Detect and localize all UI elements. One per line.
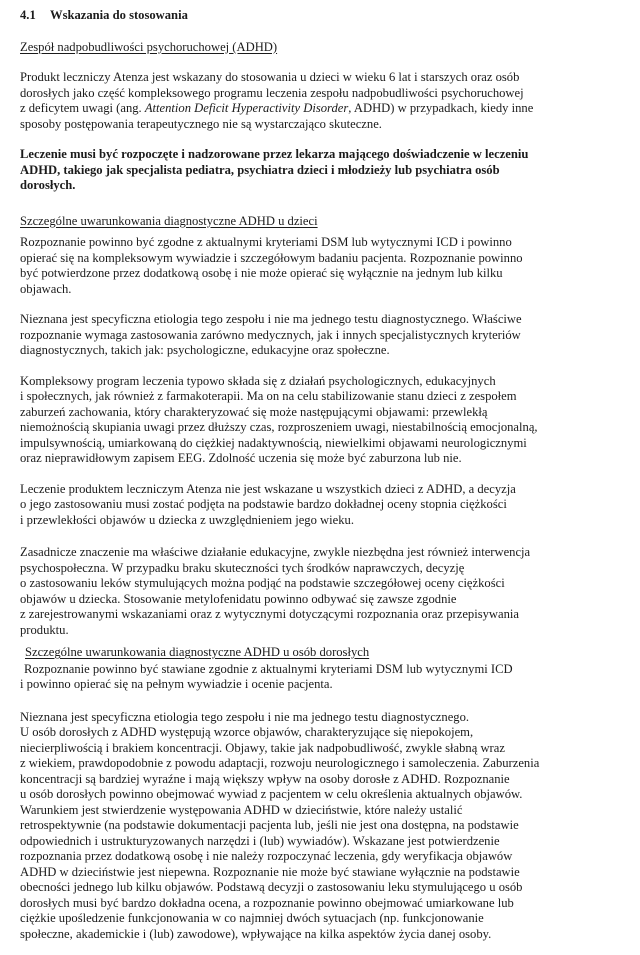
text-line (20, 163, 618, 179)
text-segment: dorosłych. (20, 178, 76, 192)
text-segment: Warunkiem jest stwierdzenie występowania ADHD w dzieciństwie, które należy ustalić (20, 802, 463, 817)
text-segment: ADHD w dzieciństwie jest niepewna. Rozpoznanie nie może być stawiane wyłącznie na podstawie (20, 864, 520, 879)
text-line (20, 451, 618, 467)
text-segment: z zarejestrowanymi wskazaniami oraz z wytycznymi dotyczącymi rozpoznania oraz przepisywania (20, 607, 519, 621)
text-line (20, 865, 618, 881)
text-line (20, 927, 618, 943)
text-line (20, 405, 618, 421)
text-line (20, 86, 618, 102)
text-line (20, 834, 618, 850)
text-segment: zaburzeń zachowania, który charakteryzować się może następującymi objawami: przewlekłą (20, 404, 488, 419)
text-segment: Produkt leczniczy Atenza jest wskazany do stosowania u dzieci w wieku 6 lat i starszych oraz osób (20, 70, 520, 84)
text-line (20, 266, 618, 282)
text-segment: rozpoznanie wymaga zastosowania zarówno medycznych, jak i innych specjalistycznych kryteriów (20, 327, 521, 342)
text-segment: U osób dorosłych z ADHD występują wzorce objawów, charakteryzujące się niepokojem, (20, 725, 474, 739)
italic-text-segment: Attention Deficit Hyperactivity Disorder (144, 101, 349, 115)
text-line (20, 756, 618, 772)
text-line (20, 561, 618, 577)
text-segment: niecierpliwością i brakiem koncentracji. Objawy, takie jak nadpobudliwość, zwykle słabną wraz (20, 740, 505, 755)
text-segment: Nieznana jest specyficzna etiologia tego zespołu i nie ma jednego testu diagnostycznego. Właściwe (20, 312, 522, 326)
text-line (20, 343, 618, 359)
text-line (20, 436, 618, 452)
text-segment: koncentracji są bardziej wyraźne i mają większy wpływ na osoby dorosłe z ADHD. Rozpoznanie (20, 771, 510, 786)
text-line (20, 178, 618, 194)
text-segment: diagnostycznych, takich jak: psychologiczne, edukacyjne oraz społeczne. (20, 343, 390, 357)
text-line (20, 787, 618, 803)
text-segment: rozpoznania przez dodatkową osobę i nie należy rozpoczynać leczenia, gdy weryfikacja objawów (20, 849, 513, 863)
text-segment: ciężkie upośledzenie funkcjonowania w co najmniej dwóch sytuacjach (np. funkcjonowanie (20, 911, 484, 925)
text-segment: opierać się na kompleksowym wywiadzie i szczegółowym badaniu pacjenta. Rozpoznanie powinno (20, 250, 523, 265)
text-line (20, 607, 618, 623)
text-line (20, 576, 618, 592)
text-line (20, 251, 618, 267)
text-segment: z deficytem uwagi (ang. (20, 101, 145, 115)
text-line (20, 645, 618, 661)
text-segment: i powinno opierać się na pełnym wywiadzie i ocenie pacjenta. (20, 677, 333, 691)
text-segment: Leczenie musi być rozpoczęte i nadzorowane przez lekarza mającego doświadczenie w leczeniu (20, 147, 529, 161)
text-line (20, 117, 618, 133)
text-segment: niemożnością skupiania uwagi przez dłuższy czas, rozproszeniem uwagi, niestabilnością emocjonalną, (20, 420, 538, 434)
subheading-adhd (20, 40, 618, 56)
text-line (20, 328, 618, 344)
text-segment: być potwierdzone przez dodatkową osobę i nie może opierać się wyłącznie na jednym lub kilku (20, 266, 503, 280)
section-number: 4.1 (20, 8, 36, 22)
text-segment: Szczególne uwarunkowania diagnostyczne ADHD u osób dorosłych (25, 645, 370, 659)
paragraph-not-all-children (20, 482, 618, 529)
text-line (20, 772, 618, 788)
paragraph-treatment-program (20, 374, 618, 467)
text-segment: z wiekiem, prawdopodobnie z powodu adaptacji, rozwoju neurologicznego i samoleczenia. Zaburzenia (20, 756, 540, 770)
subheading-diagnostics-children (20, 214, 618, 230)
text-line (20, 282, 618, 298)
text-line (20, 880, 618, 896)
text-segment: Rozpoznanie powinno być zgodne z aktualnymi kryteriami DSM lub wytycznymi ICD i powinno (20, 235, 512, 249)
text-segment: produktu. (20, 622, 69, 637)
text-line (20, 312, 618, 328)
document-body (20, 40, 618, 943)
text-segment: społeczne, akademickie i (lub) zawodowe), wpływające na kilka aspektów życia danej osoby. (20, 926, 492, 941)
text-segment: o zastosowaniu leków stymulujących można podjąć na podstawie szczegółowej oceny ciężkości (20, 576, 505, 590)
text-segment: Rozpoznanie powinno być stawiane zgodnie z aktualnymi kryteriami DSM lub wytycznymi ICD (24, 661, 513, 676)
text-line (20, 389, 618, 405)
text-line (20, 677, 618, 693)
text-line (20, 497, 618, 513)
paragraph-indication (20, 70, 618, 132)
paragraph-etiology-children (20, 312, 618, 359)
text-segment: i przewlekłości objawów u dziecka z uwzględnieniem jego wieku. (20, 512, 354, 527)
text-segment: , ADHD) w przypadkach, kiedy inne (348, 101, 534, 115)
text-line (20, 592, 618, 608)
subheading-diagnostics-adults (20, 645, 618, 661)
text-segment: ADHD, takiego jak specjalista pediatra, psychiatra dzieci i młodzieży lub psychiatra osób (20, 162, 500, 177)
text-segment: Zasadnicze znaczenie ma właściwe działanie edukacyjne, zwykle niezbędna jest również interwencja (20, 545, 531, 559)
text-line (20, 662, 618, 678)
text-line (20, 818, 618, 834)
text-line (20, 70, 618, 86)
section-heading (20, 8, 618, 24)
text-line (20, 235, 618, 251)
text-line (20, 214, 618, 230)
text-line (20, 420, 618, 436)
paragraph-diagnosis-adults (20, 662, 618, 693)
text-segment: Kompleksowy program leczenia typowo składa się z działań psychologicznych, edukacyjnych (20, 373, 496, 388)
text-line (20, 513, 618, 529)
text-segment: dorosłych jako część kompleksowego programu leczenia zespołu nadpobudliwości psychoruchowej (20, 85, 524, 100)
text-line (20, 803, 618, 819)
text-segment: sposoby postępowania terapeutycznego nie są wystarczająco skuteczne. (20, 116, 382, 131)
text-segment: psychospołeczna. W przypadku braku skuteczności tych środków naprawczych, decyzję (20, 560, 465, 575)
text-line (20, 710, 618, 726)
paragraph-educational-measures (20, 545, 618, 638)
text-segment: o jego zastosowaniu musi zostać podjęta na podstawie bardzo dokładnej oceny stopnia ciężkości (20, 497, 507, 511)
text-segment: Zespół nadpobudliwości psychoruchowej (ADHD) (20, 39, 278, 54)
text-segment: oraz nieprawidłowym zapisem EEG. Zdolność uczenia się może być zaburzona lub nie. (20, 451, 462, 465)
paragraph-supervision-warning (20, 147, 618, 194)
text-line (20, 623, 618, 639)
section-title: Wskazania do stosowania (50, 8, 188, 22)
text-line (20, 911, 618, 927)
text-segment: obecności jednego lub kilku objawów. Podstawą decyzji o zastosowaniu leku stymulującego u osób (20, 880, 523, 894)
text-segment: objawów u dziecka. Stosowanie metylofenidatu powinno odbywać się zawsze zgodnie (20, 591, 457, 606)
text-segment: u osób dorosłych powinno obejmować wywiad z pacjentem w celu określenia aktualnych objawów. (20, 787, 523, 801)
text-segment: dorosłych musi być bardzo dokładna ocena, a rozpoznanie powinno obejmować umiarkowane lub (20, 895, 514, 910)
text-line (20, 374, 618, 390)
text-segment: retrospektywnie (na podstawie dokumentacji pacjenta lub, jeśli nie jest ona dostępna, na podstawie (20, 818, 519, 832)
text-segment: Leczenie produktem leczniczym Atenza nie jest wskazane u wszystkich dzieci z ADHD, a decyzja (20, 481, 516, 496)
text-line (20, 741, 618, 757)
text-segment: odpowiednich i ustrukturyzowanych narzędzi i (lub) wywiadów). Wskazane jest potwierdzenie (20, 833, 500, 848)
text-line (20, 896, 618, 912)
paragraph-diagnosis-children (20, 235, 618, 297)
text-line (20, 545, 618, 561)
text-segment: Nieznana jest specyficzna etiologia tego zespołu i nie ma jednego testu diagnostycznego. (20, 709, 470, 724)
paragraph-etiology-adults (20, 710, 618, 943)
text-segment: i społecznych, jak również z farmakoterapii. Ma on na celu stabilizowanie stanu dzieci z zespołem (20, 389, 517, 403)
text-segment: objawach. (20, 281, 72, 296)
text-segment: impulsywnością, umiarkowaną do ciężkiej nadaktywnością, niewielkimi objawami neurologicznymi (20, 435, 527, 450)
text-line (20, 147, 618, 163)
text-line (20, 849, 618, 865)
text-segment: Szczególne uwarunkowania diagnostyczne ADHD u dzieci (20, 213, 318, 228)
text-line (20, 482, 618, 498)
text-line (20, 101, 618, 117)
text-line (20, 725, 618, 741)
text-line (20, 40, 618, 56)
